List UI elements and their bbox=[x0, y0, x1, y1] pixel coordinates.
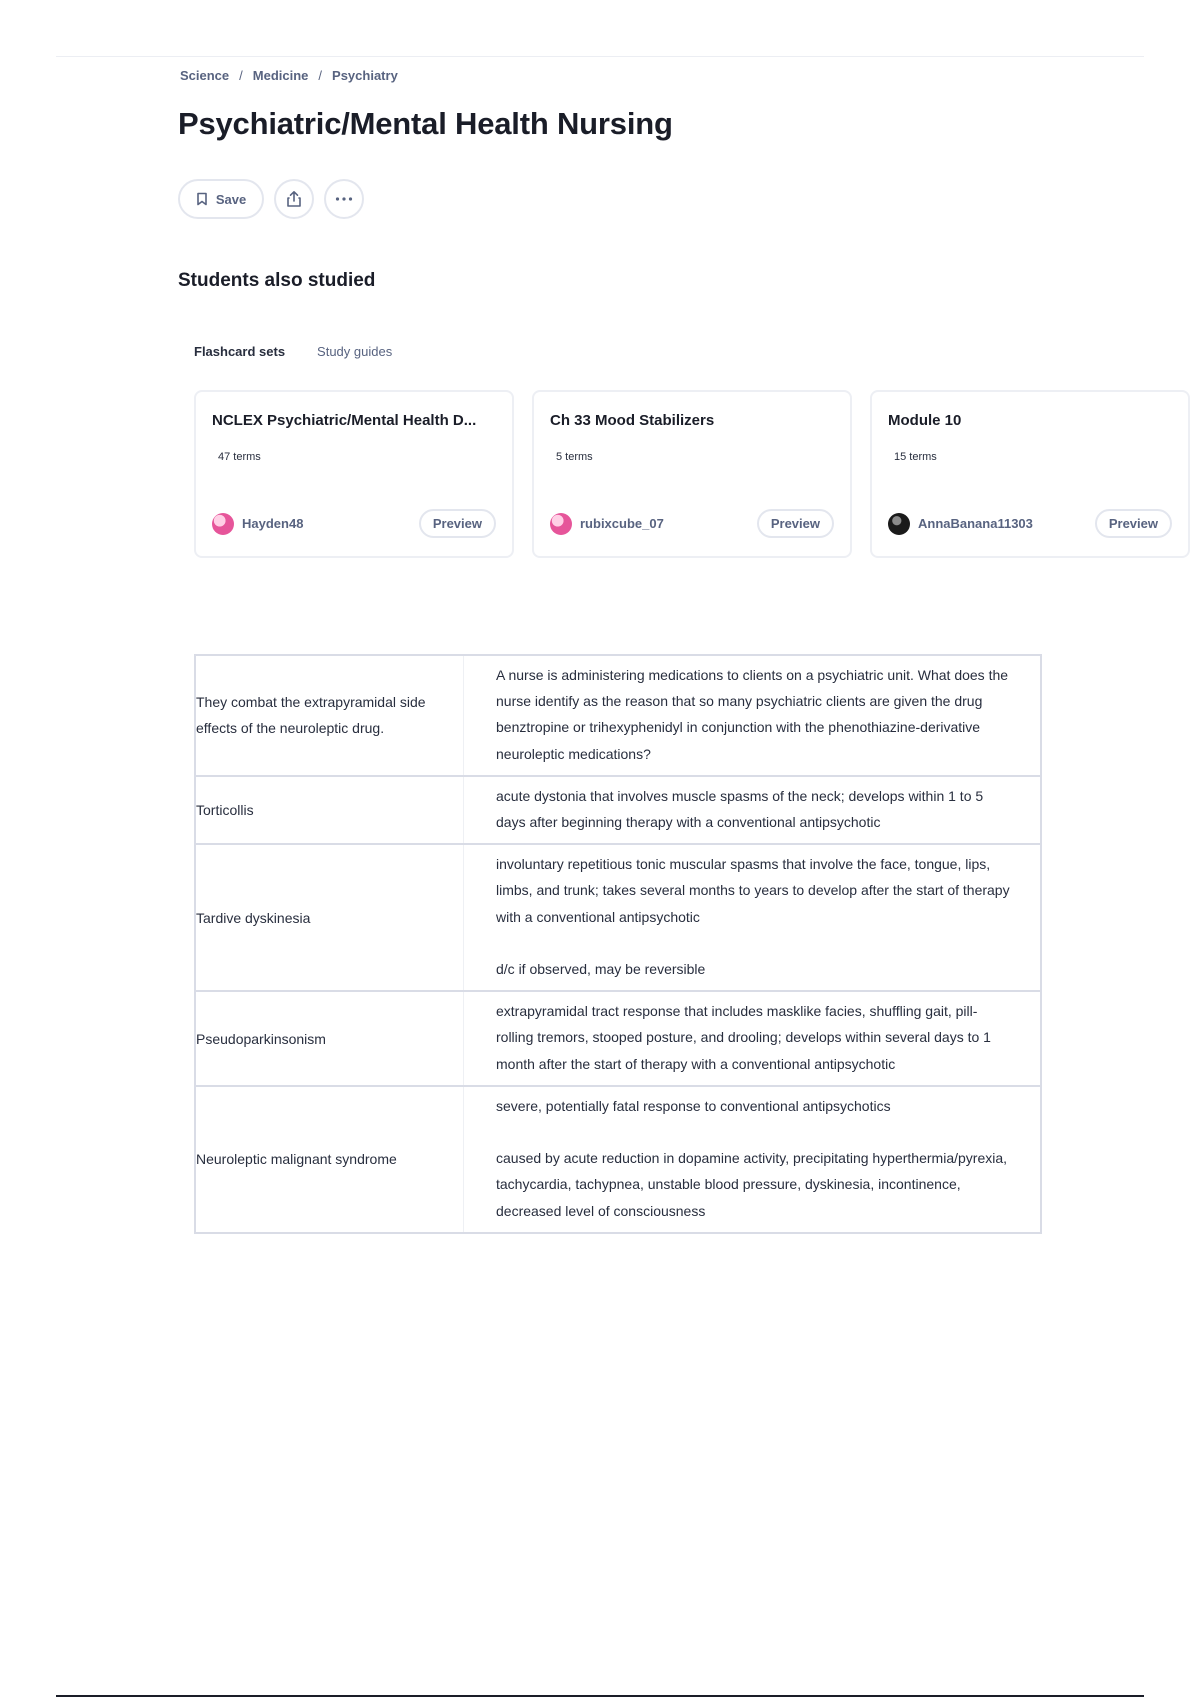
tab-study-guides[interactable]: Study guides bbox=[317, 344, 393, 359]
avatar bbox=[888, 513, 910, 535]
term-cell: Torticollis bbox=[195, 776, 464, 844]
breadcrumb-item-medicine[interactable]: Medicine bbox=[252, 68, 309, 83]
definition-cell: extrapyramidal tract response that includes masklike facies, shuffling gait, pill-rolling tremors, stooped posture, and drooling; develops within several days to 1 month after the start of therapy with a conventional antipsychotic bbox=[464, 991, 1042, 1086]
table-row bbox=[195, 991, 1041, 1086]
breadcrumb bbox=[180, 68, 398, 83]
card-author[interactable] bbox=[212, 513, 303, 535]
card-term-count: 5 terms bbox=[556, 451, 593, 463]
save-button[interactable] bbox=[178, 179, 264, 219]
bottom-divider bbox=[56, 1695, 1144, 1697]
related-sets-carousel[interactable] bbox=[194, 390, 1158, 560]
save-button-label: Save bbox=[215, 191, 247, 207]
share-button[interactable] bbox=[274, 179, 314, 219]
breadcrumb-separator: / bbox=[239, 68, 243, 83]
definition-cell: severe, potentially fatal response to conventional antipsychotics caused by acute reduction in dopamine activity, precipitating hyperthermia/pyrexia, tachycardia, tachypnea, unstable blood pressure, dyskinesia, incontinence, decreased level of consciousness bbox=[464, 1086, 1042, 1233]
table-row bbox=[195, 1086, 1041, 1233]
card-author[interactable] bbox=[888, 513, 1033, 535]
card-title: Ch 33 Mood Stabilizers bbox=[550, 412, 715, 429]
breadcrumb-separator: / bbox=[318, 68, 323, 83]
author-name: rubixcube_07 bbox=[580, 516, 664, 531]
more-horizontal-icon bbox=[335, 197, 353, 201]
preview-button[interactable]: Preview bbox=[757, 509, 834, 538]
related-set-card[interactable] bbox=[870, 390, 1190, 558]
author-name: AnnaBanana11303 bbox=[918, 516, 1033, 531]
term-cell: Neuroleptic malignant syndrome bbox=[195, 1086, 464, 1233]
share-icon bbox=[285, 190, 303, 208]
set-actions bbox=[178, 179, 364, 219]
author-name: Hayden48 bbox=[242, 516, 304, 531]
term-cell: Tardive dyskinesia bbox=[195, 844, 464, 991]
term-cell: They combat the extrapyramidal side effects of the neuroleptic drug. bbox=[195, 655, 464, 776]
term-cell: Pseudoparkinsonism bbox=[195, 991, 464, 1086]
study-tabs bbox=[194, 344, 392, 359]
card-term-count: 15 terms bbox=[894, 451, 937, 463]
students-also-studied-heading: Students also studied bbox=[178, 270, 376, 291]
tab-flashcard-sets[interactable]: Flashcard sets bbox=[194, 344, 286, 359]
more-button[interactable] bbox=[324, 179, 364, 219]
page-title: Psychiatric/Mental Health Nursing bbox=[178, 106, 673, 141]
table-row bbox=[195, 844, 1041, 991]
card-title: Module 10 bbox=[888, 412, 962, 429]
flashcard-terms-table bbox=[194, 654, 1042, 1234]
top-divider bbox=[56, 56, 1144, 57]
card-author[interactable] bbox=[550, 513, 664, 535]
avatar bbox=[212, 513, 234, 535]
avatar bbox=[550, 513, 572, 535]
definition-cell: involuntary repetitious tonic muscular spasms that involve the face, tongue, lips, limbs, and trunk; takes several months to years to develop after the start of therapy with a conventional antipsychotic d/c if observed, may be reversible bbox=[464, 844, 1042, 991]
bookmark-icon bbox=[196, 192, 208, 206]
definition-cell: A nurse is administering medications to clients on a psychiatric unit. What does the nurse identify as the reason that so many psychiatric clients are given the drug benztropine or trihexyphenidyl in conjunction with the phenothiazine-derivative neuroleptic medications? bbox=[496, 667, 1009, 762]
card-title: NCLEX Psychiatric/Mental Health D... bbox=[212, 412, 477, 429]
related-set-card[interactable] bbox=[194, 390, 514, 558]
table-row bbox=[195, 776, 1041, 844]
table-row bbox=[195, 655, 1041, 776]
breadcrumb-item-science[interactable]: Science bbox=[180, 68, 230, 83]
definition-cell: acute dystonia that involves muscle spasms of the neck; develops within 1 to 5 days after beginning therapy with a conventional antipsychotic bbox=[464, 776, 1042, 844]
preview-button[interactable]: Preview bbox=[1095, 509, 1172, 538]
preview-button[interactable]: Preview bbox=[419, 509, 496, 538]
breadcrumb-item-psychiatry[interactable]: Psychiatry bbox=[332, 68, 398, 83]
card-term-count: 47 terms bbox=[218, 451, 261, 463]
related-set-card[interactable] bbox=[532, 390, 852, 558]
